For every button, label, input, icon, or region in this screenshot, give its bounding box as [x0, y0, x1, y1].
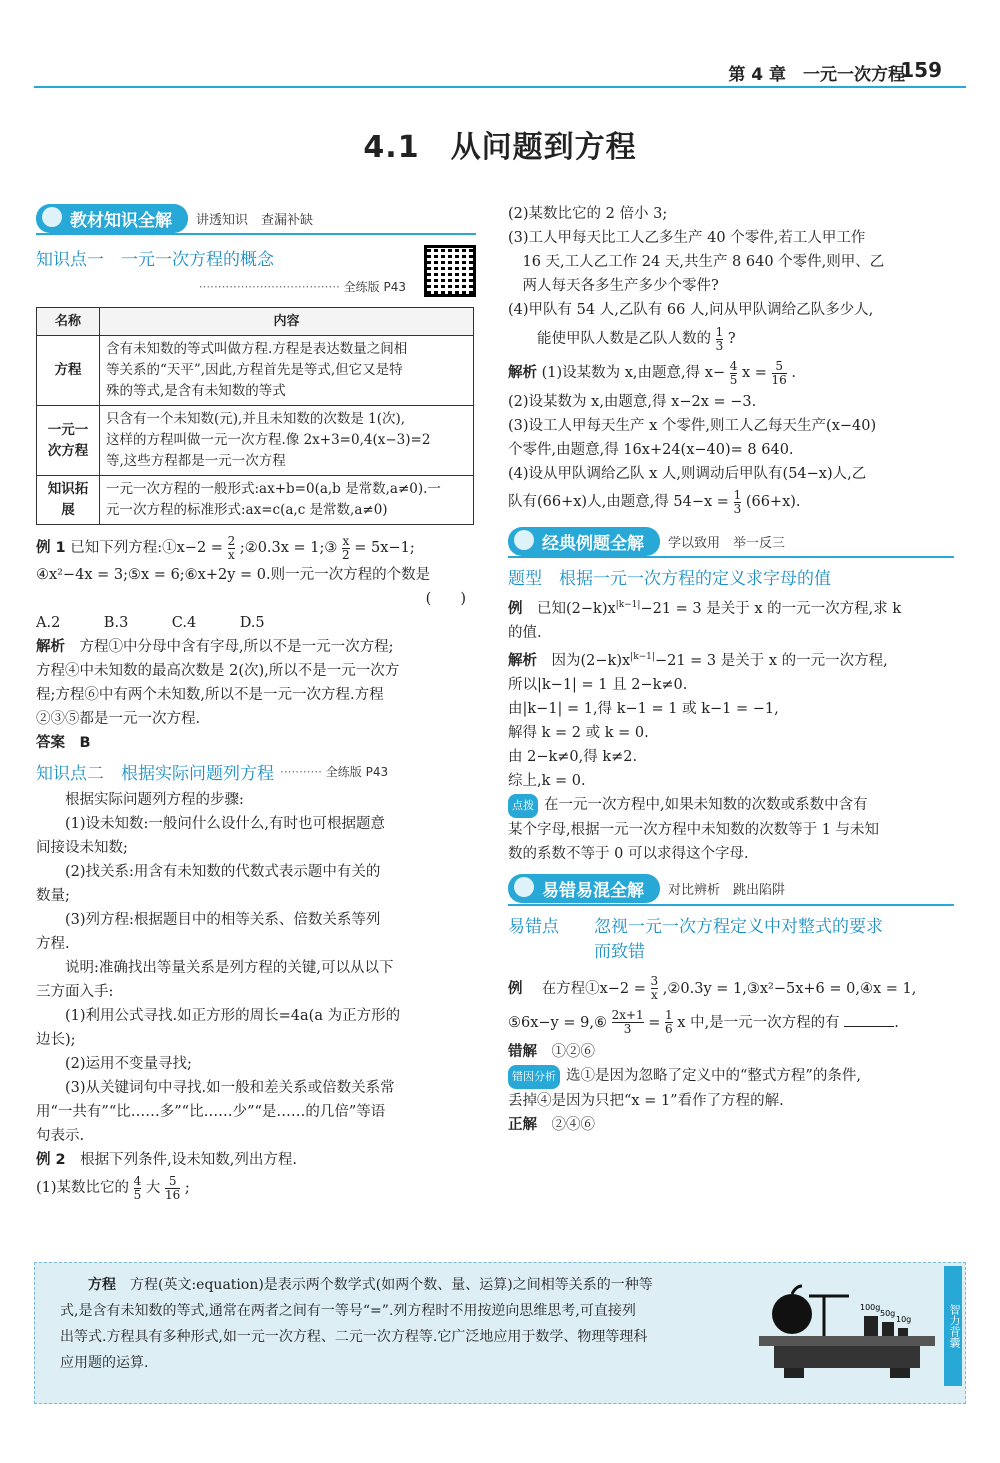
table-cell-content: 只含有一个未知数(元),并且未知数的次数是 1(次), 这样的方程叫做一元一次方程.像 2x+3=0,4(x−3)=2 等,这些方程都是一元一次方程: [100, 406, 474, 476]
table-header-row: [37, 308, 474, 336]
banner-common-errors: [508, 876, 954, 902]
table-header: 内容: [100, 308, 474, 336]
header-rule: [34, 86, 966, 88]
tip-badge: 点拨: [508, 794, 538, 818]
table-header: 名称: [37, 308, 100, 336]
knowledge-point-title: 知识点二 根据实际问题列方程: [36, 764, 274, 784]
knowledge-point-2: 知识点二 根据实际问题列方程 ··········· 全练版 P43: [36, 759, 476, 784]
table-cell-name: 知识拓展: [37, 476, 100, 525]
error-point: 易错点 忽视一元一次方程定义中对整式的要求 而致错: [508, 912, 954, 962]
side-tab: 智力背囊: [944, 1266, 962, 1386]
answer-paren: ( ): [425, 591, 466, 607]
banner-classic-examples: [508, 528, 954, 554]
banner-label: 经典例题全解: [508, 527, 660, 556]
table-cell-name: 方程: [37, 336, 100, 406]
answer-value: B: [79, 735, 91, 751]
analysis-label: 解析: [508, 652, 537, 669]
weight-label: 100g: [860, 1303, 881, 1312]
error-point-label: 易错点: [508, 916, 559, 937]
example-1: 例 1 已知下列方程:①x−2 = $\frac{2}{x}$ ;②0.3x = 1;③ $\frac{x}{2}$ = 5x−1; ④x²−4x = 3;⑤x = 6;⑥x+2y = 0.则一元一次方程的个数是 ( ) A.2 B.3 C.4 D.5 解析 方程①中分母中含有字母,所以不是一元一次方程; 方程④中未知数的最高次数是 2(次),所以不是一元一次方 程;方程⑥中有两个未知数,所以不是一元一次方程.方程 ②③⑤都是一元一次方程. 答案 B: [36, 533, 476, 755]
weight-label: 10g: [896, 1315, 912, 1324]
options: A.2 B.3 C.4 D.5: [36, 615, 265, 631]
section-divider: [508, 904, 954, 906]
fraction: $\frac{4}{5}$: [729, 358, 738, 387]
wrong-solution: ①②⑥: [551, 1043, 595, 1060]
page-number: 159: [900, 58, 942, 82]
section-divider: [508, 556, 954, 558]
example-3: 例 已知$(2-k)x^{|k-1|}-21 = 3$ 是关于 x 的一元一次方程,求 k 的值. 解析 因为$(2-k)x^{|k-1|}-21 = 3$ 是关于 x 的一元一次方程, 所以|k−1| = 1 且 2−k≠0. 由|k−1| = 1,得 k−1 = 1 或 k−1 = −1, 解得 k = 2 或 k = 0. 由 2−k≠0,得 k≠2. 综上,k = 0. 点拨 在一元一次方程中,如果未知数的次数或系数中含有 某个字母,根据一元一次方程中未知数的次数等于 1 与未知 数的系数不等于 0 可以求得这个字母.: [508, 600, 902, 862]
knowledge-sidebar-text: 方程 方程(英文:equation)是表示两个数学式(如两个数、量、运算)之间相等关系的一种等 式,是含有未知数的等式,通常在两者之间有一等号“=”.列方程时不用按逆向思维思考,可直接列 出等式.方程具有多种形式,如一元一次方程、二元一次方程等.它广泛地应用于数学、物理等理科 应用题的运算.: [60, 1277, 653, 1371]
fraction: $\frac{1}{6}$: [665, 1008, 673, 1037]
table-row: [37, 336, 474, 406]
fraction: $\frac{5}{16}$: [165, 1173, 181, 1202]
error-cause-badge: 错因分析: [508, 1065, 560, 1089]
answer-blank[interactable]: [844, 1026, 894, 1027]
example-label: 例 2: [36, 1152, 66, 1168]
table-row: [37, 406, 474, 476]
fraction: $\frac{x}{2}$: [342, 533, 350, 562]
correct-solution: ②④⑥: [551, 1116, 595, 1133]
weight-10g: [898, 1328, 908, 1336]
example-4: 例 在方程①x−2 = $\frac{3}{x}$ ,②0.3y = 1,③x²−5x+6 = 0,④x = 1, ⑤6x−y = 9,⑥ $\frac{2x+1}{3}$ = $\frac{1}{6}$ x 中,是一元一次方程的有 . 错解 ①②⑥ 错因分析 选①是因为忽略了定义中的“整式方程”的条件, 丢掉④是因为只把“x = 1”看作了方程的解. 正解 ②④⑥: [508, 974, 917, 1133]
apple-icon: [772, 1294, 812, 1334]
analysis-label: 解析: [508, 365, 537, 381]
example-label: 例 1: [36, 540, 66, 556]
left-column: [36, 205, 476, 1204]
concept-table: [36, 307, 474, 525]
fraction: $\frac{3}{x}$: [650, 974, 659, 1003]
fraction: $\frac{2x+1}{3}$: [611, 1008, 644, 1037]
table-cell-content: 一元一次方程的一般形式:ax+b=0(a,b 是常数,a≠0).一 元一次方程的标准形式:ax=c(a,c 是常数,a≠0): [100, 476, 474, 525]
reference: ····································· 全练版 P43: [198, 280, 406, 294]
example-2: 例 2 根据下列条件,设未知数,列出方程. (1)某数比它的 $\frac{4}{5}$ 大 $\frac{5}{16}$ ;: [36, 1152, 297, 1202]
fraction: $\frac{5}{16}$: [771, 358, 787, 387]
question-type-title: 题型 根据一元一次方程的定义求字母的值: [508, 569, 831, 589]
banner-textbook-knowledge: [36, 205, 476, 231]
page-title: 4.1 从问题到方程: [363, 130, 637, 165]
correct-solution-label: 正解: [508, 1116, 537, 1133]
fraction: $\frac{1}{3}$: [715, 324, 724, 353]
term-label: 方程: [88, 1277, 116, 1293]
section-divider: [36, 233, 476, 235]
table-cell-name: 一元一次方程: [37, 406, 100, 476]
weight-label: 50g: [880, 1309, 896, 1318]
knowledge-point-2-body: 根据实际问题列方程的步骤: (1)设未知数:一般问什么设什么,有时也可根据题意 间接设未知数; (2)找关系:用含有未知数的代数式表示题中有关的 数量; (3)列方程:根据题目中的相等关系、倍数关系等列 方程. 说明:准确找出等量关系是列方程的关键,可以从以下 三方面入手: (1)利用公式寻找.如正方形的周长=4a(a 为正方形的 边长); (2)运用不变量寻找; (3)从关键词句中寻找.如一般和差关系或倍数关系常 用“一共有”“比……多”“比……少”“是……的几倍”等语 句表示.: [36, 792, 401, 1144]
banner-subtitle: 讲透知识 查漏补缺: [196, 212, 314, 228]
banner-subtitle: 对比辨析 跳出陷阱: [668, 883, 786, 899]
example-label: 例: [508, 600, 523, 617]
weight-100g: [864, 1316, 878, 1336]
table-row: [37, 476, 474, 525]
fraction: $\frac{2}{x}$: [227, 533, 236, 562]
banner-subtitle: 学以致用 举一反三: [668, 535, 786, 551]
fraction: $\frac{4}{5}$: [133, 1173, 142, 1202]
banner-label: 教材知识全解: [36, 204, 188, 233]
analysis-label: 解析: [36, 639, 65, 655]
weight-50g: [882, 1322, 894, 1336]
table-cell-content: 含有未知数的等式叫做方程.方程是表达数量之间相 等关系的“天平”,因此,方程首先是等式,但它又是特 殊的等式,是含有未知数的等式: [100, 336, 474, 406]
fraction: $\frac{1}{3}$: [733, 487, 742, 516]
chapter-header: 第 4 章 一元一次方程: [728, 65, 905, 85]
example-2-continued: (2)某数比它的 2 倍小 3; (3)工人甲每天比工人乙多生产 40 个零件,若工人甲工作 16 天,工人乙工作 24 天,共生产 8 640 个零件,则甲、乙 两人每天各多生产多少个零件? (4)甲队有 54 人,乙队有 66 人,问从甲队调给乙队多少人, 能使甲队人数是乙队人数的 $\frac{1}{3}$ ? 解析 (1)设某数为 x,由题意,得 x− $\frac{4}{5}$ x = $\frac{5}{16}$ . (2)设某数为 x,由题意,得 x−2x = −3. (3)设工人甲每天生产 x 个零件,则工人乙每天生产(x−40) 个零件,由题意,得 16x+24(x−40)= 8 640. (4)设从甲队调给乙队 x 人,则调动后甲队有(54−x)人,乙 队有(66+x)人,由题意,得 54−x = $\frac{1}{3}$ (66+x).: [508, 206, 885, 516]
right-column: [508, 202, 954, 1137]
balance-scale-illustration: [754, 1276, 940, 1386]
example-label: 例: [508, 980, 523, 997]
knowledge-point-title: 知识点一 一元一次方程的概念: [36, 250, 274, 270]
banner-label: 易错易混全解: [508, 874, 660, 903]
wrong-solution-label: 错解: [508, 1043, 537, 1060]
qr-code-icon[interactable]: [424, 245, 476, 297]
knowledge-point-1: [36, 245, 476, 297]
answer-label: 答案: [36, 735, 65, 751]
